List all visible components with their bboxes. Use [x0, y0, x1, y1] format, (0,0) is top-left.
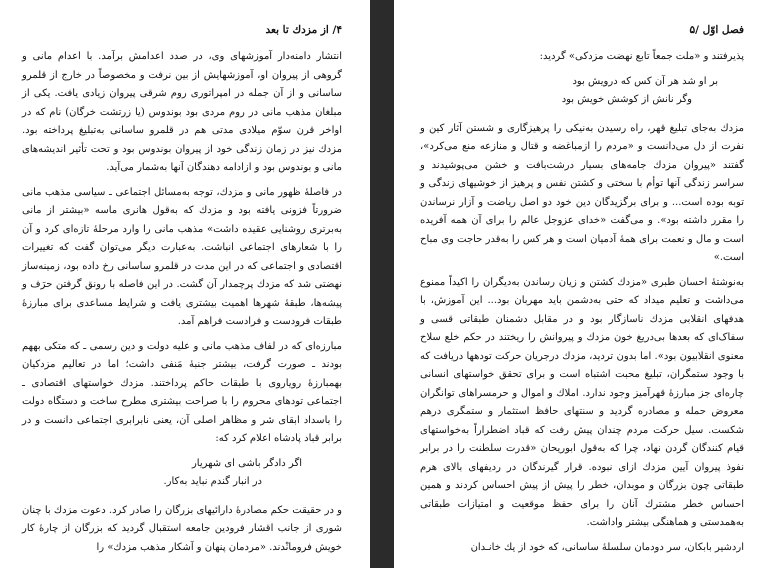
- left-verse: [22, 455, 342, 492]
- left-paragraph-2: در فاصلهٔ ظهور مانی و مزدك، توجه به‌مسائل اجتماعی ـ سیاسی مذهب مانی ضرورتاً فزونی یافته بود و مزدك که به‌قول هانری ماسه «بیشتر از مانی به‌برتری روشنایی عقیده داشت» مذهب مانی را وارد مرحلهٔ تازه‌ای کرد و آن را با شعارهای اجتماعی انباشت. به‌عبارت دیگر می‌توان گفت که تغییرات اقتصادی و اجتماعی که در این مدت در قلمرو ساسانی رخ داده بود، زمینه‌ساز نهضتی شد که مزدك پرچمدار آن گشت. در این فاصله با رونق گرفتن حرَف و پیشه‌ها، طبقهٔ شهرها اهمیت بیشتری یافت و شرایط مساعدی برای مبارزهٔ طبقات فرودست و فرادست فراهم آمد.: [22, 186, 342, 327]
- left-paragraph-3: مبارزه‌ای که در لفاف مذهب مانی و علیه دولت و دین رسمی ـ که متکی بههم بودند ـ صورت گرفت، بیشتر جنبهٔ مَنفی داشت؛ اما در تعالیم مزدکیان بهمبارزهٔ رویاروی با طبقات حاکم پرداختند. مزدك خواستهای اقتصادی ـ اجتماعی تودهای محروم را با صراحت بیشتری مطرح ساخت و دستگاه دولت را باسداد ابقای شر و مظاهر اصلی آن، یعنی نابرابری اجتماعی دانست و در برابر قباد پادشاه اعلام کرد که:: [22, 340, 342, 444]
- left-page: [0, 0, 370, 568]
- right-verse: [420, 73, 744, 110]
- right-paragraph-1: پذیرفتند و «ملت جمعاً تابع نهضت مزدکی» گردید:: [539, 51, 744, 62]
- right-paragraph-3: به‌نوشتهٔ احسان طبری «مزدك كشتن و زیان رساندن به‌دیگران را اکیداً ممنوع می‌داشت و تعلیم میداد که حتی به‌دشمن باید مهربان بود... این آموزش، با هدفهای انقلابی مزدك ناسازگار بود و در مقابل دشمنان طبقاتی قسی و سفاک‌ای که بعدها بی‌دریغ خون مزدك و پیروانش را ریختند در حکم خلع سلاح معنوی انقلابیون بود». اما بدون تردید، مزدك درجریان حرکت تودهها دریافت که با وجود ستمگران، تبلیغ محبت اشتباه است و برای تحقق خواستهای انسانی چاره‌ای جز مبارزهٔ قهرآمیز وجود ندارد. املاك و اموال و حرمسراهای توانگران معروض حمله و مصادره گردید و سنتهای حافظ استثمار و ستمگری درهم شکست. سیل حرکت مردم چندان پیش رفت که قباد اضطراراً به‌خواستهای قیام کنندگان گردن نهاد، چرا که به‌قول ابوریحان «قدرت سلطنت را در برابر نفوذ پیروان آیین مزدك ازای نبوده. قرار گیرندگان در ردیفهای بالای هرم طبقاتی چون بزرگان و موبدان، خطر را پیش از پیش احساس کردند و همین احساس خطر مشترك آنان را برای حفظ موقعیت و امتیازات طبقاتی به‌همدستی و هماهنگی بیشتر واداشت.: [420, 276, 745, 528]
- left-paragraph-1: انتشار دامنه‌دار آموزشهای وی، در صدد اعدامش برآمد. با اعدام مانی و گروهی از پیروان او، آموزشهایش از بین نرفت و مخصوصاً در خارج از قلمرو ساسانی و از آن جمله در امپراتوری روم شرقی پیروان زیادی یافت. یکی از مبلغان مذهب مانی در روم مردی بود بوندوس (یا زرتشت خرگان) نام که در اواخر قرن سوّم میلادی مدتی هم در قلمرو ساسانی به‌تبلیغ پرداخته بود. مزدك نیز در زمان زندگی خود از پیروان بوندوس بود و تحت تأثیر اندیشه‌های مانی و بوندوس بود و ازادامه دهندگان آنها به‌شمار می‌آید.: [22, 51, 342, 173]
- right-verse-line-2: وگر نانش از کوشش خویش بود: [561, 94, 692, 105]
- left-running-head: ۴/ از مزدك تا بعد: [265, 24, 342, 36]
- book-gutter: [370, 0, 394, 568]
- left-verse-line-2: در انبار گندم نباید به‌کار.: [163, 476, 262, 487]
- right-page: [394, 0, 768, 568]
- left-paragraph-4: و در حقیقت حکم مصادرهٔ دارائیهای بزرگان را صادر کرد. دعوت مزدك با چنان شوری از جانب اقشار فرودین جامعه استقبال گردید که بزرگان از چارهٔ کار خویش فرومانْدند. «مردمان پنهان و آشکار مذهب مزدك» را: [22, 504, 342, 553]
- left-verse-line-1: اگر دادگر باشی ای شهریار: [191, 457, 302, 469]
- right-verse-line-1: بر او شد هر آن کس که درویش بود: [572, 75, 718, 87]
- right-paragraph-4: اردشیر بابکان، سر دودمان سلسلهٔ ساسانی، که خود از یك خانـدان: [470, 541, 744, 553]
- right-running-head: فصل اوّل /۵: [689, 24, 744, 36]
- right-paragraph-2: مزدك به‌جای تبلیغ قهر، راه رسیدن به‌نیکی را پرهیزگاری و شستن آثار کین و نفرت از دل می‌دانست و «مردم را ازمباغضه و قتال و منازعه منع می‌کرد»، گفتند «پیروان مزدك جامه‌های بسیار درشت‌بافت و خشن می‌پوشیدند و سراسر زندگی آنها توأم با سختی و کشتن نفس و پرهیز از خوشیهای زندگی و توبه بوده است... و برای برگزیدگان دین خود دو اصل ریاضت و آزار نرساندن را مقرر داشته بود». و می‌گفت «خدای عزوجل عالم را برای آن همه آفریده است و مال و نعمت برای همهٔ آدمیان است و هر کس را به‌قدر حاجت وی مباح است.»: [420, 122, 744, 263]
